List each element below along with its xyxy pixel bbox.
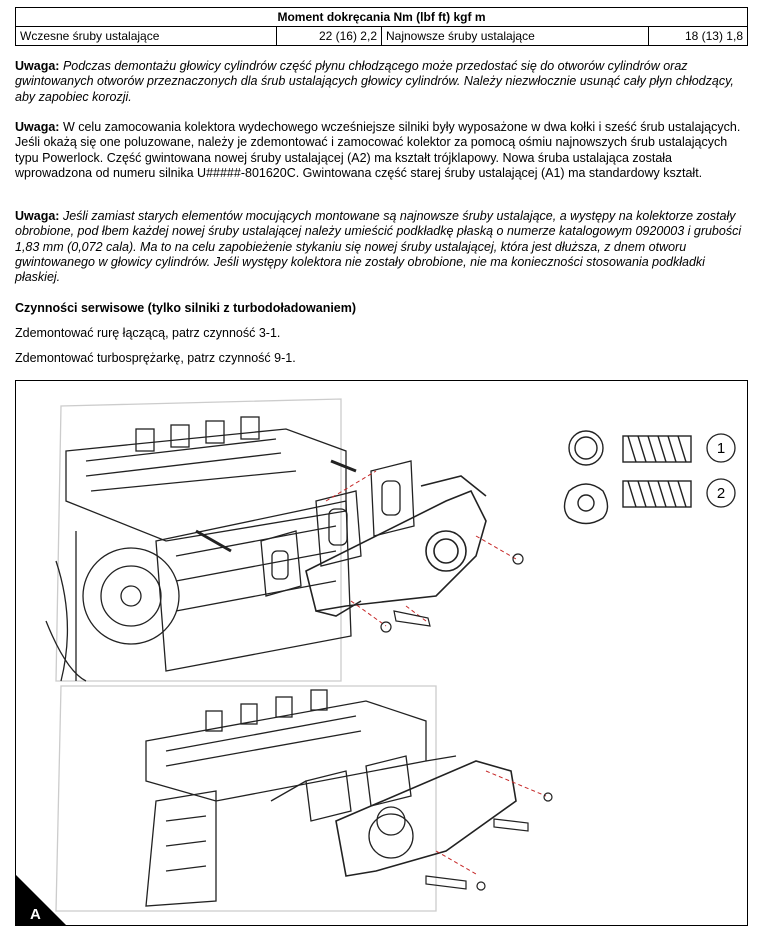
fastener-detail-new: [565, 481, 692, 524]
torque-table: [15, 7, 748, 46]
note-label: Uwaga:: [15, 209, 60, 223]
note-label: Uwaga:: [15, 59, 60, 73]
early-screw-label: Wczesne śruby ustalające: [16, 27, 277, 46]
table-row: [16, 27, 748, 46]
callout-1: 1: [716, 440, 726, 457]
note-coolant: [15, 59, 745, 105]
torque-table-header: Moment dokręcania Nm (lbf ft) kgf m: [16, 8, 748, 27]
manifold-illustration: [15, 380, 748, 926]
callout-2: 2: [716, 485, 726, 502]
early-screw-torque: 22 (16) 2,2: [277, 27, 382, 46]
lower-engine-drawing: [56, 686, 516, 911]
section-heading: Czynności serwisowe (tylko silniki z turbodoładowaniem): [15, 301, 357, 315]
corner-label: A: [30, 906, 41, 923]
note-text: W celu zamocowania kolektora wydechowego wcześniejsze silniki były wyposażone w dwa kołki i sześć śrub ustalających. Jeśli okażą się one poluzowane, należy je zdemontować i zamocować kolektor za pomocą ośmiu najnowszych śrub ustalających typu Powerlock. Część gwintowana nowej śruby ustalającej (A2) ma kształt trójklapowy. Nowa śruba ustalająca została wprowadzona od numeru silnika U#####-801620C. Gwintowana część starej śruby ustalającej (A1) ma standardowy kształt.: [15, 120, 741, 180]
note-manifold-screws: [15, 120, 745, 181]
corner-badge: [16, 875, 66, 925]
lower-bolts: [436, 771, 546, 886]
bolts-drawing: [326, 471, 516, 626]
illustration-drawing: [16, 381, 747, 925]
step-1: Zdemontować rurę łączącą, patrz czynność 3-1.: [15, 326, 281, 340]
new-screw-label: Najnowsze śruby ustalające: [382, 27, 649, 46]
torque-table-header-row: [16, 8, 748, 27]
note-label: Uwaga:: [15, 120, 60, 134]
note-text: Podczas demontażu głowicy cylindrów część płynu chłodzącego może przedostać się do otworów cylindrów oraz gwintowanych otworów przeznaczonych dla śrub ustalających głowicy cylindrów. Należy niezwłocznie usunąć cały płyn chłodzący, aby zapobiec korozji.: [15, 59, 734, 104]
note-washer: [15, 209, 745, 285]
note-text: Jeśli zamiast starych elementów mocujących montowane są najnowsze śruby ustalające, a występy na kolektorze zostały obrobione, pod łbem każdej nowej śruby ustalającej należy umieścić podkładkę płaską o numerze katalogowym 0920003 i grubości 1,83 mm (0,072 cala). Ma to na celu zapobieżenie stykaniu się nowej śruby ustalającej, która jest dłuższa, z dnem otworu gwintowanego w głowicy cylindrów. Jeśli występy kolektora nie zostały obrobione, nie ma konieczności stosowania podkładki płaskiej.: [15, 209, 742, 285]
step-2: Zdemontować turbosprężarkę, patrz czynność 9-1.: [15, 351, 296, 365]
new-screw-torque: 18 (13) 1,8: [649, 27, 748, 46]
upper-engine-drawing: [46, 399, 351, 681]
fastener-detail-old: [569, 431, 691, 465]
